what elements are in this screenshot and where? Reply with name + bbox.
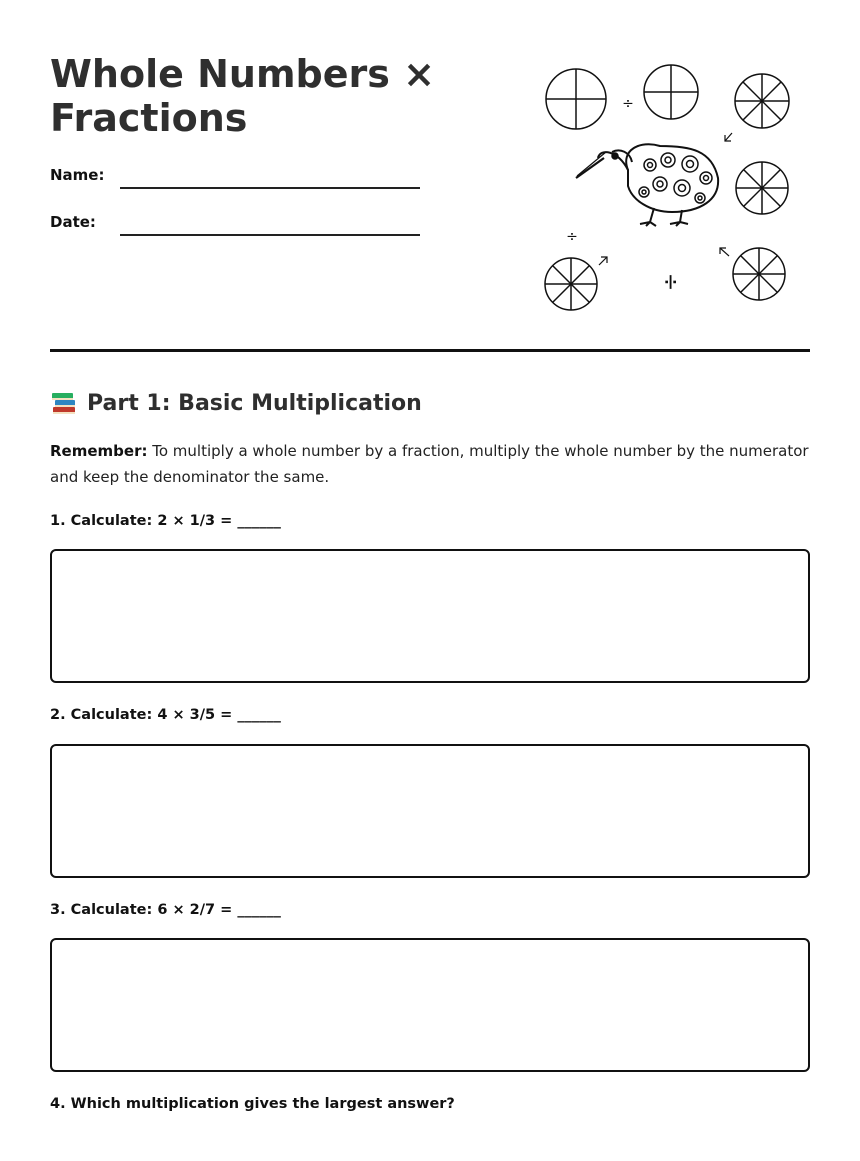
fraction-circle-icon xyxy=(546,69,606,129)
header-divider xyxy=(50,349,810,352)
division-symbol: ÷ xyxy=(622,96,634,112)
question-4: 4. Which multiplication gives the largest answer? xyxy=(50,1096,455,1112)
question-2: 2. Calculate: 4 × 3/5 = ______ xyxy=(50,707,281,723)
answer-box-1[interactable] xyxy=(50,549,810,683)
fraction-circle-icon xyxy=(735,74,789,128)
date-field[interactable] xyxy=(120,234,420,236)
fraction-circle-icon xyxy=(736,162,788,214)
name-field[interactable] xyxy=(120,187,420,189)
fraction-circle-icon xyxy=(733,248,785,300)
arrow-icon xyxy=(599,257,607,265)
fraction-circle-icon xyxy=(545,258,597,310)
remember-label: Remember: xyxy=(50,442,148,460)
worksheet-title: Whole Numbers × Fractions xyxy=(50,52,435,140)
name-label: Name: xyxy=(50,166,105,184)
question-3: 3. Calculate: 6 × 2/7 = ______ xyxy=(50,902,281,918)
division-symbol: ÷ xyxy=(566,229,578,245)
date-label: Date: xyxy=(50,213,96,231)
arrow-icon xyxy=(720,248,729,256)
kiwi-fractions-illustration xyxy=(535,58,800,318)
question-1: 1. Calculate: 2 × 1/3 = ______ xyxy=(50,513,281,529)
division-symbol: ÷ xyxy=(658,272,683,292)
answer-box-3[interactable] xyxy=(50,938,810,1072)
arrow-icon xyxy=(725,133,732,141)
remember-note xyxy=(50,438,810,490)
remember-text: To multiply a whole number by a fraction, multiply the whole number by the numerator and keep the denominator the same. xyxy=(50,442,809,486)
answer-box-2[interactable] xyxy=(50,744,810,878)
part1-heading-text: Part 1: Basic Multiplication xyxy=(87,391,422,416)
books-icon xyxy=(50,391,78,417)
fraction-circle-icon xyxy=(644,65,698,119)
kiwi-bird-icon xyxy=(576,144,718,226)
part1-heading xyxy=(50,388,422,420)
